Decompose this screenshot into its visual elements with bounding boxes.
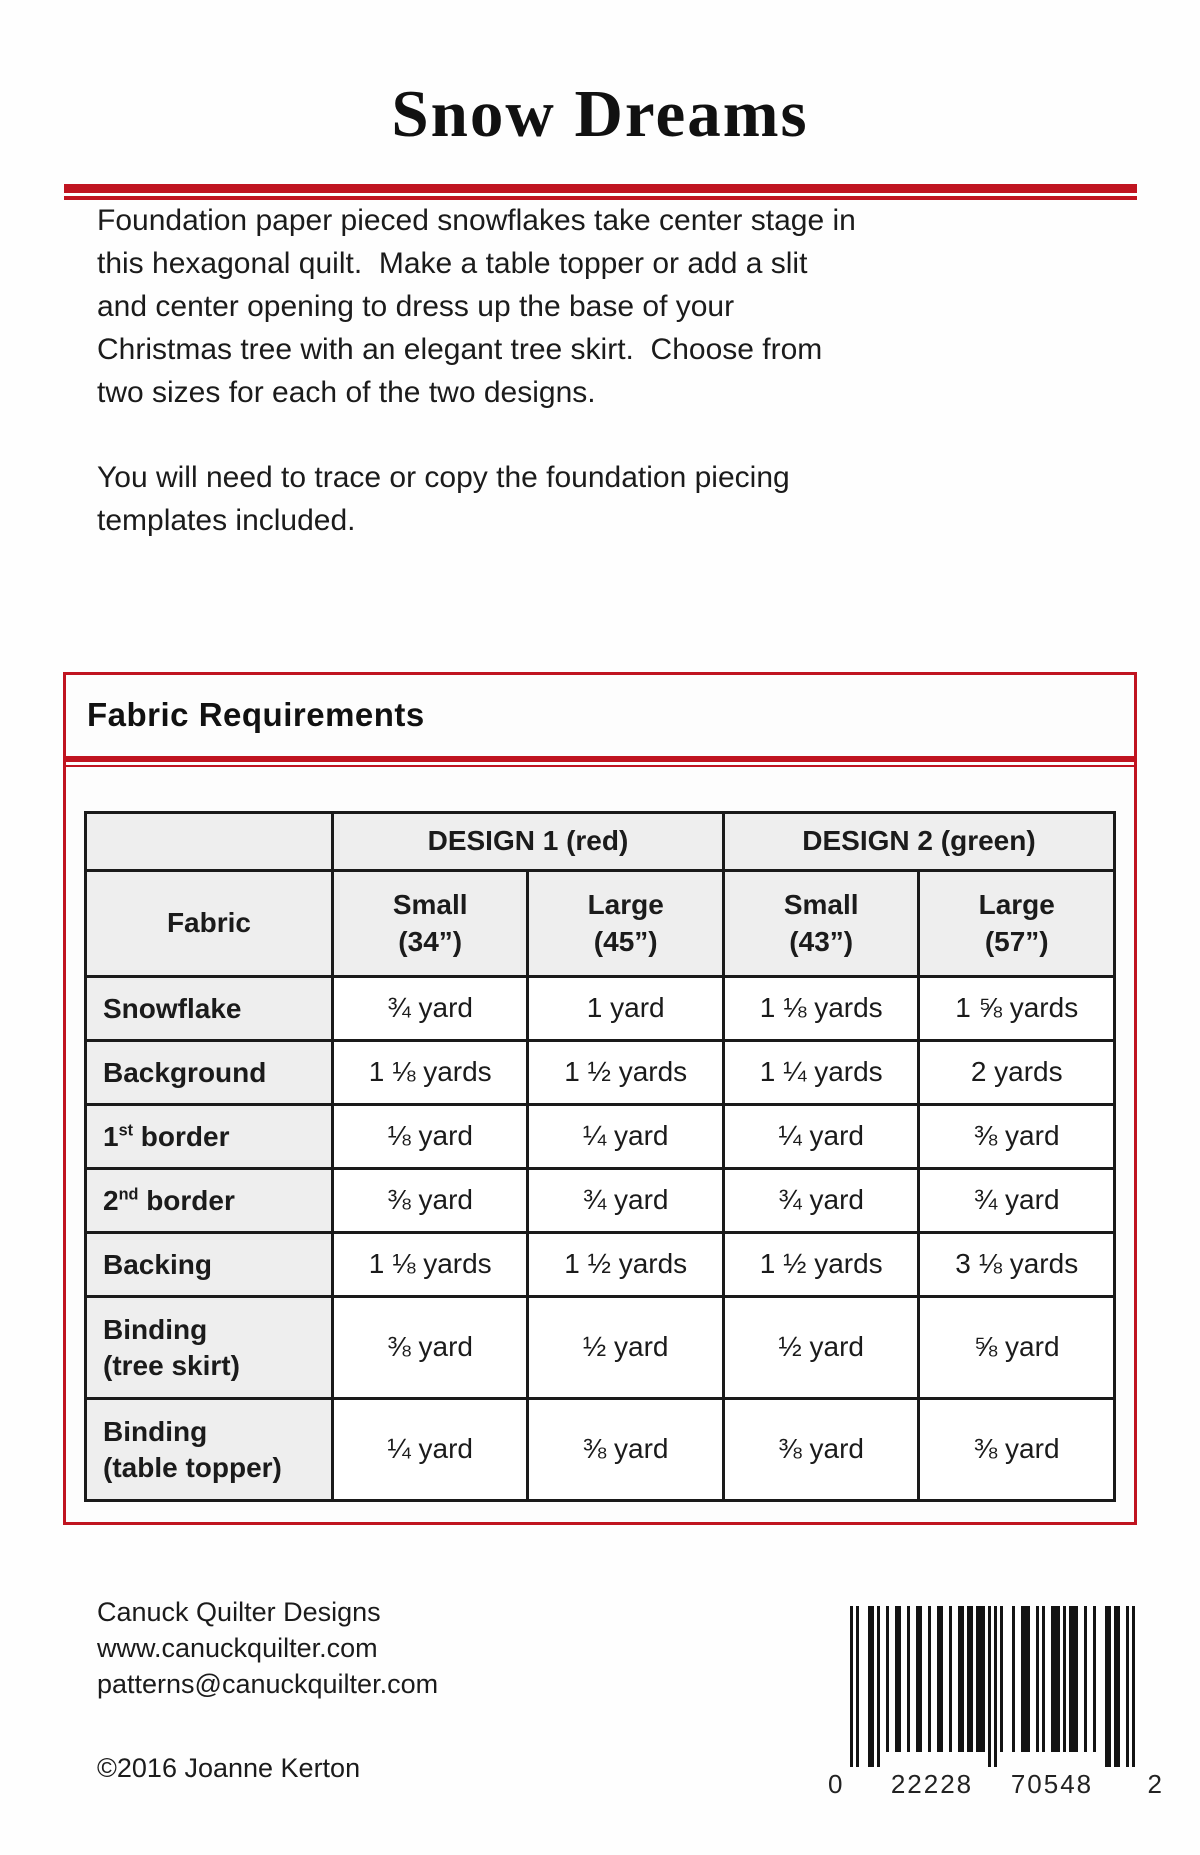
row-label bbox=[86, 1169, 333, 1233]
table-row bbox=[86, 1041, 1115, 1105]
row-label bbox=[86, 977, 333, 1041]
page-title: Snow Dreams bbox=[391, 77, 809, 151]
fabric-amount-cell: 3 ⅛ yards bbox=[919, 1233, 1115, 1297]
table-row bbox=[86, 977, 1115, 1041]
table-row bbox=[86, 1105, 1115, 1169]
title-divider-thick-line bbox=[64, 184, 1137, 193]
design1-header: DESIGN 1 (red) bbox=[332, 813, 723, 871]
fabric-amount-cell: ⅜ yard bbox=[332, 1169, 528, 1233]
row-label-text: Backing bbox=[103, 1248, 212, 1280]
row-label-text: Background bbox=[103, 1056, 267, 1088]
intro-line: You will need to trace or copy the foundation piecing bbox=[97, 461, 790, 494]
intro-line: Christmas tree with an elegant tree skirt. Choose from bbox=[97, 333, 823, 366]
size-header-name: Small bbox=[783, 889, 859, 921]
fabric-table-container bbox=[66, 767, 1134, 1502]
publisher-info bbox=[97, 1594, 438, 1702]
section-title: Fabric Requirements bbox=[87, 696, 425, 733]
row-label-text: 1 bbox=[103, 1120, 119, 1152]
fabric-amount-cell: 1 ½ yards bbox=[528, 1041, 724, 1105]
barcode-bars bbox=[850, 1606, 1135, 1767]
fabric-amount-cell: ⅜ yard bbox=[919, 1105, 1115, 1169]
row-label bbox=[86, 1399, 333, 1501]
fabric-amount-cell: ⅜ yard bbox=[528, 1399, 724, 1501]
fabric-amount-cell: ½ yard bbox=[528, 1297, 724, 1399]
corner-cell bbox=[86, 813, 333, 871]
fabric-amount-cell: 1 ½ yards bbox=[723, 1233, 919, 1297]
row-label-text: 2 bbox=[103, 1184, 119, 1216]
fabric-amount-cell: ⅜ yard bbox=[332, 1297, 528, 1399]
intro-paragraph-1 bbox=[97, 199, 1117, 414]
fabric-amount-cell: 1 ½ yards bbox=[528, 1233, 724, 1297]
row-label bbox=[86, 1297, 333, 1399]
fabric-amount-cell: ¾ yard bbox=[723, 1169, 919, 1233]
row-label bbox=[86, 1105, 333, 1169]
intro-text bbox=[97, 199, 1117, 542]
barcode-digit-group: 70548 bbox=[1010, 1769, 1094, 1799]
intro-line: Foundation paper pieced snowflakes take center stage in bbox=[97, 204, 856, 237]
company-name: Canuck Quilter Designs bbox=[97, 1597, 381, 1627]
table-row bbox=[86, 1233, 1115, 1297]
row-label-superscript: nd bbox=[118, 1185, 139, 1204]
fabric-column-header: Fabric bbox=[86, 871, 333, 977]
fabric-amount-cell: ⅜ yard bbox=[919, 1399, 1115, 1501]
table-row bbox=[86, 1297, 1115, 1399]
design2-header: DESIGN 2 (green) bbox=[723, 813, 1114, 871]
intro-line: this hexagonal quilt. Make a table topper or add a slit bbox=[97, 247, 808, 280]
intro-line: templates included. bbox=[97, 504, 356, 537]
size-header bbox=[528, 871, 724, 977]
upc-barcode bbox=[828, 1606, 1162, 1802]
table-header-design-row bbox=[86, 813, 1115, 871]
fabric-amount-cell: ¾ yard bbox=[528, 1169, 724, 1233]
row-label-text: border bbox=[138, 1184, 235, 1216]
fabric-amount-cell: 2 yards bbox=[919, 1041, 1115, 1105]
size-header-name: Large bbox=[978, 889, 1055, 921]
email-text: patterns@canuckquilter.com bbox=[97, 1669, 439, 1699]
row-label bbox=[86, 1041, 333, 1105]
fabric-amount-cell: 1 ⅝ yards bbox=[919, 977, 1115, 1041]
size-header-name: Small bbox=[392, 889, 468, 921]
row-label-text: Binding bbox=[103, 1415, 208, 1447]
section-divider bbox=[66, 756, 1134, 767]
fabric-amount-cell: 1 ¼ yards bbox=[723, 1041, 919, 1105]
row-label-text: Snowflake bbox=[103, 992, 242, 1024]
fabric-amount-cell: 1 ⅛ yards bbox=[723, 977, 919, 1041]
fabric-amount-cell: ¼ yard bbox=[723, 1105, 919, 1169]
size-header-name: Large bbox=[587, 889, 664, 921]
table-header-size-row bbox=[86, 871, 1115, 977]
size-header-dimension: (45”) bbox=[593, 925, 658, 957]
table-row bbox=[86, 1399, 1115, 1501]
fabric-amount-cell: ¼ yard bbox=[528, 1105, 724, 1169]
row-label-text: border bbox=[133, 1120, 230, 1152]
section-divider-thick-line bbox=[66, 756, 1134, 762]
size-header-dimension: (57”) bbox=[984, 925, 1049, 957]
fabric-amount-cell: 1 ⅛ yards bbox=[332, 1233, 528, 1297]
fabric-amount-cell: ¾ yard bbox=[332, 977, 528, 1041]
fabric-amount-cell: ⅜ yard bbox=[723, 1399, 919, 1501]
fabric-requirements-section bbox=[63, 672, 1137, 1525]
intro-paragraph-2 bbox=[97, 456, 1117, 542]
barcode-digit-group: 2 bbox=[1147, 1769, 1162, 1799]
size-header-dimension: (43”) bbox=[789, 925, 854, 957]
fabric-amount-cell: ¾ yard bbox=[919, 1169, 1115, 1233]
intro-line: and center opening to dress up the base of your bbox=[97, 290, 735, 323]
barcode-bar bbox=[1132, 1606, 1135, 1767]
row-label bbox=[86, 1233, 333, 1297]
size-header bbox=[919, 871, 1115, 977]
title-divider bbox=[64, 184, 1137, 200]
fabric-amount-cell: 1 ⅛ yards bbox=[332, 1041, 528, 1105]
fabric-amount-cell: ½ yard bbox=[723, 1297, 919, 1399]
table-row bbox=[86, 1169, 1115, 1233]
website-text: www.canuckquilter.com bbox=[97, 1633, 378, 1663]
fabric-amount-cell: ¼ yard bbox=[332, 1399, 528, 1501]
fabric-amount-cell: ⅛ yard bbox=[332, 1105, 528, 1169]
row-label-subtext: (table topper) bbox=[103, 1451, 282, 1483]
fabric-amount-cell: 1 yard bbox=[528, 977, 724, 1041]
size-header bbox=[332, 871, 528, 977]
row-label-superscript: st bbox=[118, 1121, 134, 1140]
fabric-amount-cell: ⅝ yard bbox=[919, 1297, 1115, 1399]
size-header-dimension: (34”) bbox=[398, 925, 463, 957]
size-header bbox=[723, 871, 919, 977]
fabric-requirements-table bbox=[84, 811, 1116, 1502]
row-label-subtext: (tree skirt) bbox=[103, 1349, 240, 1381]
barcode-digit-group: 22228 bbox=[890, 1769, 974, 1799]
copyright-notice: ©2016 Joanne Kerton bbox=[97, 1753, 361, 1783]
intro-line: two sizes for each of the two designs. bbox=[97, 376, 596, 409]
row-label-text: Binding bbox=[103, 1313, 208, 1345]
barcode-digit-group: 0 bbox=[828, 1769, 843, 1799]
